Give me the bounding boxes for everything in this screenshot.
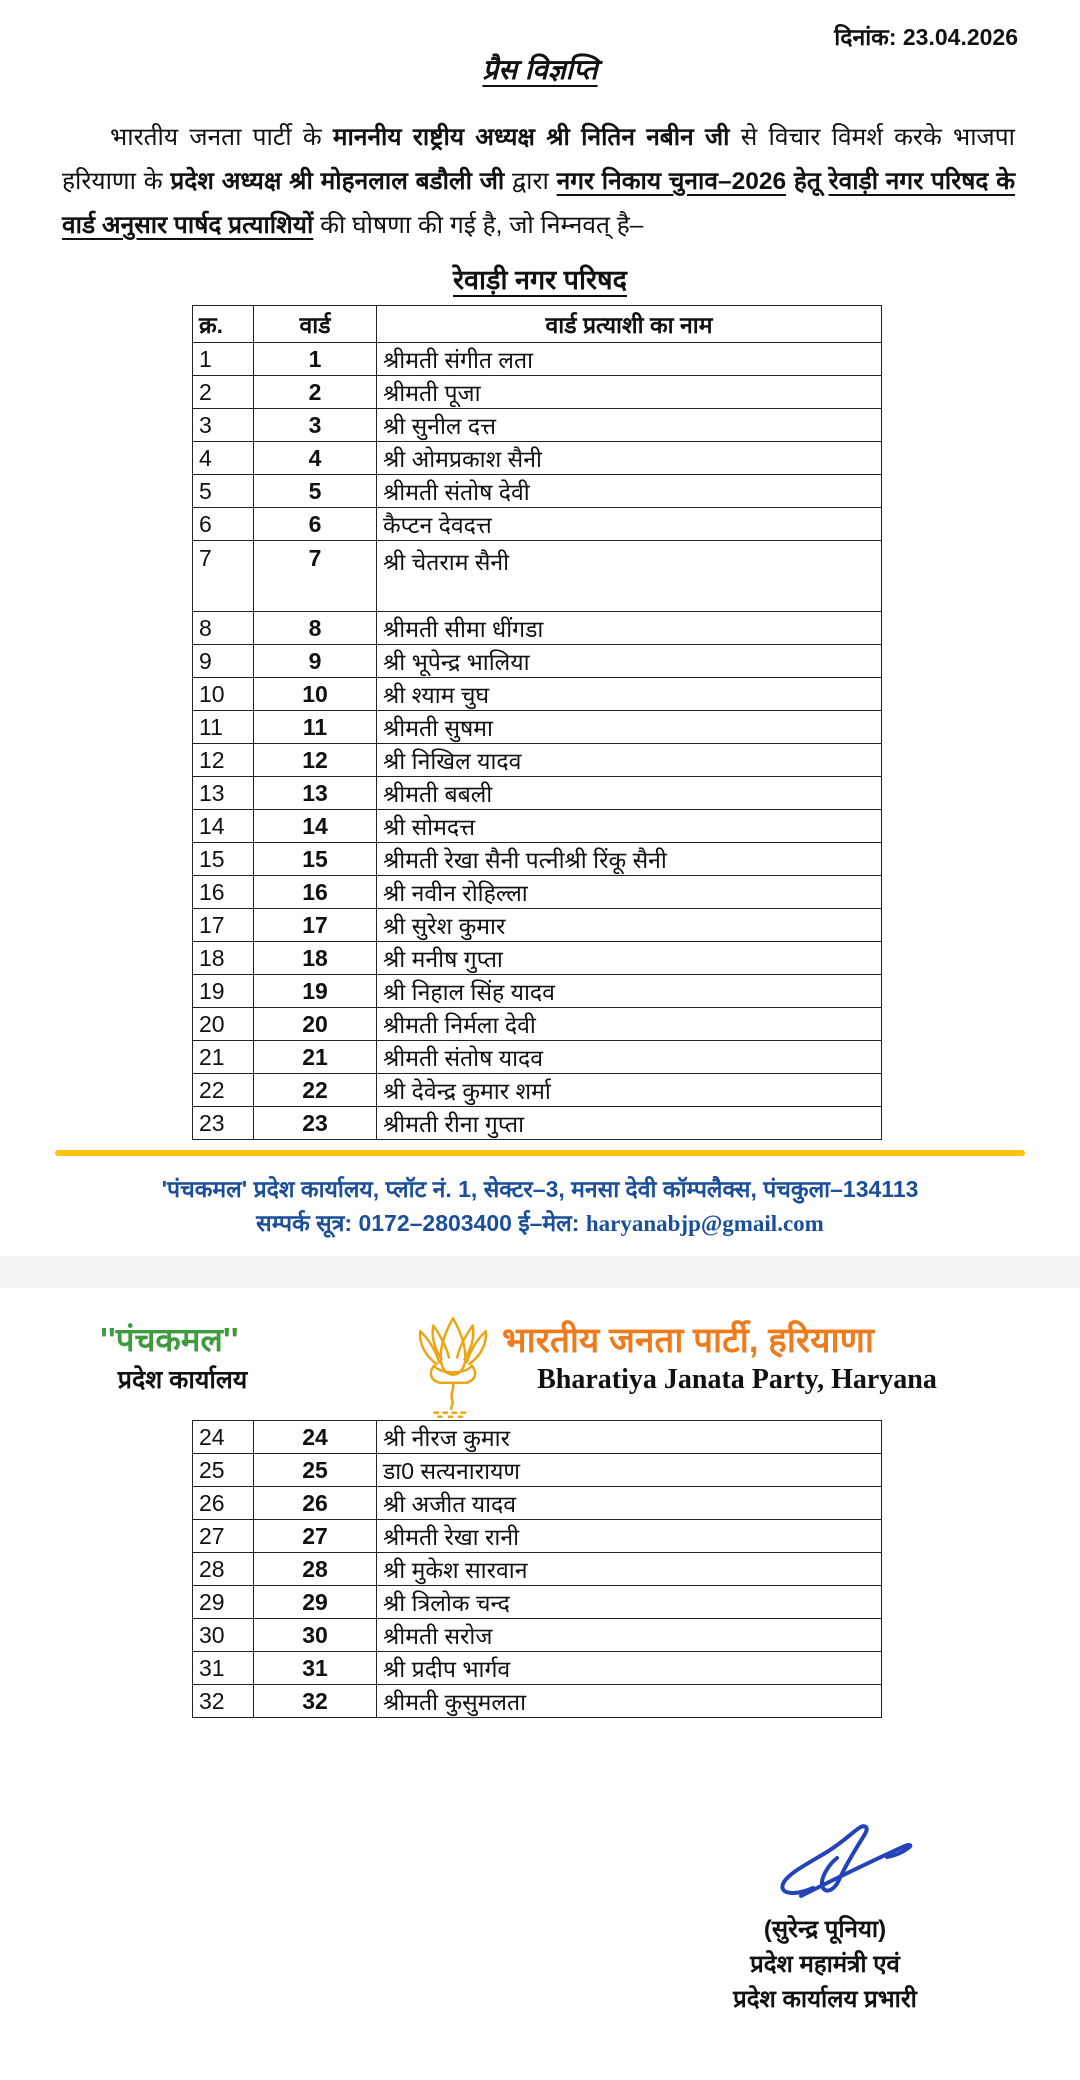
- ward-cell: 3: [254, 409, 377, 442]
- serial-cell: 30: [193, 1619, 254, 1652]
- table-row: [193, 475, 882, 508]
- serial-cell: 4: [193, 442, 254, 475]
- candidate-name-cell: श्री अजीत यादव: [377, 1487, 882, 1520]
- ward-cell: 31: [254, 1652, 377, 1685]
- state-office-label: प्रदेश कार्यालय: [117, 1366, 248, 1394]
- table-row: [193, 1553, 882, 1586]
- candidate-name-cell: श्रीमती रेखा सैनी पत्नीश्री रिंकू सैनी: [377, 843, 882, 876]
- table-row: [193, 942, 882, 975]
- serial-cell: 12: [193, 744, 254, 777]
- para-seg-bold: माननीय राष्ट्रीय अध्यक्ष श्री नितिन नबीन जी: [332, 124, 730, 151]
- ward-candidates-table-page2: [192, 1420, 882, 1718]
- header-ward: वार्ड: [254, 306, 377, 343]
- signatory-block: [690, 1912, 960, 2017]
- candidate-name-cell: श्री श्याम चुघ: [377, 678, 882, 711]
- candidate-name-cell: श्रीमती सरोज: [377, 1619, 882, 1652]
- ward-cell: 5: [254, 475, 377, 508]
- serial-cell: 18: [193, 942, 254, 975]
- serial-cell: 26: [193, 1487, 254, 1520]
- candidate-name-cell: श्री नीरज कुमार: [377, 1421, 882, 1454]
- serial-cell: 24: [193, 1421, 254, 1454]
- serial-cell: 28: [193, 1553, 254, 1586]
- candidate-name-cell: कैप्टन देवदत्त: [377, 508, 882, 541]
- ward-cell: 13: [254, 777, 377, 810]
- serial-cell: 9: [193, 645, 254, 678]
- table-row: [193, 1421, 882, 1454]
- para-seg: से विचार विमर्श करके भाजपा हरियाणा के: [62, 124, 1015, 195]
- ward-cell: 19: [254, 975, 377, 1008]
- table-row: [193, 975, 882, 1008]
- contact-prefix: सम्पर्क सूत्र: 0172–2803400 ई–मेल:: [256, 1210, 586, 1236]
- party-name-hindi: भारतीय जनता पार्टी, हरियाणा: [502, 1321, 874, 1360]
- contact-line: [0, 1206, 1080, 1238]
- serial-cell: 32: [193, 1685, 254, 1718]
- table-row: [193, 1454, 882, 1487]
- candidate-name-cell: श्री मनीष गुप्ता: [377, 942, 882, 975]
- candidate-name-cell: श्रीमती रेखा रानी: [377, 1520, 882, 1553]
- ward-cell: 17: [254, 909, 377, 942]
- ward-cell: 7: [254, 541, 377, 612]
- candidate-name-cell: श्री मुकेश सारवान: [377, 1553, 882, 1586]
- table-row: [193, 777, 882, 810]
- candidate-name-cell: श्री सुनील दत्त: [377, 409, 882, 442]
- serial-cell: 1: [193, 343, 254, 376]
- page-title: [0, 50, 1080, 88]
- ward-candidates-table-page1: [192, 305, 882, 1140]
- table-row: [193, 1619, 882, 1652]
- bjp-lotus-logo-icon: [412, 1310, 494, 1423]
- candidate-name-cell: श्रीमती सीमा धींगडा: [377, 612, 882, 645]
- table-row: [193, 1586, 882, 1619]
- candidate-name-cell: श्रीमती रीना गुप्ता: [377, 1107, 882, 1140]
- candidate-name-cell: श्रीमती संगीत लता: [377, 343, 882, 376]
- para-seg-bold-underline: रेवाड़ी नगर परिषद के वार्ड अनुसार पार्षद प्रत्याशियों: [62, 168, 1016, 239]
- table-row: [193, 376, 882, 409]
- para-seg-bold: हेतू: [786, 168, 829, 195]
- table-row: [193, 909, 882, 942]
- table-title-text: रेवाड़ी नगर परिषद: [452, 265, 628, 295]
- ward-cell: 14: [254, 810, 377, 843]
- candidate-name-cell: श्रीमती पूजा: [377, 376, 882, 409]
- ward-cell: 15: [254, 843, 377, 876]
- header-candidate-name: वार्ड प्रत्याशी का नाम: [377, 306, 882, 343]
- ward-cell: 32: [254, 1685, 377, 1718]
- table-row: [193, 810, 882, 843]
- table-row: [193, 442, 882, 475]
- serial-cell: 15: [193, 843, 254, 876]
- table-row: [193, 1487, 882, 1520]
- candidate-name-cell: श्री सुरेश कुमार: [377, 909, 882, 942]
- serial-cell: 27: [193, 1520, 254, 1553]
- ward-cell: 9: [254, 645, 377, 678]
- signatory-designation-1: प्रदेश महामंत्री एवं: [750, 1951, 900, 1978]
- table-row: [193, 1652, 882, 1685]
- para-seg-bold-underline: नगर निकाय चुनाव–2026: [556, 168, 787, 195]
- table-row: [193, 645, 882, 678]
- serial-cell: 19: [193, 975, 254, 1008]
- ward-cell: 25: [254, 1454, 377, 1487]
- table-row: [193, 1107, 882, 1140]
- candidate-name-cell: श्रीमती बबली: [377, 777, 882, 810]
- table-row: [193, 1520, 882, 1553]
- signatory-name: (सुरेन्द्र पूनिया): [763, 1916, 887, 1943]
- serial-cell: 23: [193, 1107, 254, 1140]
- table-row: [193, 1041, 882, 1074]
- table-row: [193, 612, 882, 645]
- ward-cell: 22: [254, 1074, 377, 1107]
- candidate-name-cell: श्री चेतराम सैनी: [377, 541, 882, 612]
- candidate-name-cell: डा0 सत्यनारायण: [377, 1454, 882, 1487]
- para-seg: भारतीय जनता पार्टी के: [110, 124, 333, 151]
- candidate-name-cell: श्री त्रिलोक चन्द: [377, 1586, 882, 1619]
- para-seg: द्वारा: [504, 168, 557, 195]
- ward-cell: 2: [254, 376, 377, 409]
- page-title-text: प्रैस विज्ञप्ति: [482, 54, 598, 85]
- serial-cell: 6: [193, 508, 254, 541]
- serial-cell: 7: [193, 541, 254, 612]
- ward-cell: 1: [254, 343, 377, 376]
- serial-cell: 20: [193, 1008, 254, 1041]
- table-row: [193, 678, 882, 711]
- ward-cell: 8: [254, 612, 377, 645]
- ward-cell: 4: [254, 442, 377, 475]
- header-serial: क्र.: [193, 306, 254, 343]
- para-seg-bold: प्रदेश अध्यक्ष श्री मोहनलाल बडौली जी: [170, 168, 505, 195]
- serial-cell: 11: [193, 711, 254, 744]
- serial-cell: 31: [193, 1652, 254, 1685]
- table-row: [193, 409, 882, 442]
- candidate-name-cell: श्री निहाल सिंह यादव: [377, 975, 882, 1008]
- serial-cell: 16: [193, 876, 254, 909]
- footer-separator-line: [55, 1150, 1025, 1156]
- ward-cell: 6: [254, 508, 377, 541]
- ward-cell: 29: [254, 1586, 377, 1619]
- table-row: [193, 1685, 882, 1718]
- ward-cell: 18: [254, 942, 377, 975]
- ward-cell: 23: [254, 1107, 377, 1140]
- signature-scribble: [755, 1818, 920, 1918]
- email-text: haryanabjp@gmail.com: [585, 1211, 824, 1236]
- candidate-name-cell: श्री देवेन्द्र कुमार शर्मा: [377, 1074, 882, 1107]
- office-address-line: 'पंचकमल' प्रदेश कार्यालय, प्लॉट नं. 1, सेक्टर–3, मनसा देवी कॉम्पलैक्स, पंचकुला–134113: [161, 1176, 919, 1202]
- table-row: [193, 343, 882, 376]
- serial-cell: 14: [193, 810, 254, 843]
- table-header-row: [193, 306, 882, 343]
- serial-cell: 29: [193, 1586, 254, 1619]
- candidate-name-cell: श्री प्रदीप भार्गव: [377, 1652, 882, 1685]
- ward-cell: 11: [254, 711, 377, 744]
- table-row: [193, 744, 882, 777]
- ward-cell: 28: [254, 1553, 377, 1586]
- candidate-name-cell: श्रीमती कुसुमलता: [377, 1685, 882, 1718]
- table-row: [193, 711, 882, 744]
- candidate-name-cell: श्री ओमप्रकाश सैनी: [377, 442, 882, 475]
- candidate-name-cell: श्री निखिल यादव: [377, 744, 882, 777]
- table-row: [193, 541, 882, 612]
- serial-cell: 8: [193, 612, 254, 645]
- ward-cell: 20: [254, 1008, 377, 1041]
- intro-paragraph: [62, 116, 1015, 248]
- ward-cell: 21: [254, 1041, 377, 1074]
- table-row: [193, 1074, 882, 1107]
- ward-cell: 16: [254, 876, 377, 909]
- ward-cell: 10: [254, 678, 377, 711]
- panchkamal-label: ''पंचकमल'': [100, 1321, 239, 1358]
- serial-cell: 2: [193, 376, 254, 409]
- ward-cell: 30: [254, 1619, 377, 1652]
- ward-cell: 24: [254, 1421, 377, 1454]
- candidate-name-cell: श्रीमती निर्मला देवी: [377, 1008, 882, 1041]
- candidate-name-cell: श्रीमती सुषमा: [377, 711, 882, 744]
- ward-cell: 27: [254, 1520, 377, 1553]
- candidate-name-cell: श्री सोमदत्त: [377, 810, 882, 843]
- ward-cell: 26: [254, 1487, 377, 1520]
- signatory-designation-2: प्रदेश कार्यालय प्रभारी: [733, 1986, 917, 2013]
- document-date: दिनांक: 23.04.2026: [834, 24, 1018, 50]
- serial-cell: 25: [193, 1454, 254, 1487]
- page-break-band: [0, 1256, 1080, 1288]
- table-row: [193, 508, 882, 541]
- candidate-name-cell: श्रीमती संतोष देवी: [377, 475, 882, 508]
- serial-cell: 17: [193, 909, 254, 942]
- candidate-name-cell: श्री नवीन रोहिल्ला: [377, 876, 882, 909]
- table-row: [193, 1008, 882, 1041]
- serial-cell: 3: [193, 409, 254, 442]
- party-name-english: Bharatiya Janata Party, Haryana: [537, 1364, 937, 1395]
- serial-cell: 5: [193, 475, 254, 508]
- table-row: [193, 843, 882, 876]
- table-title: [0, 260, 1080, 297]
- serial-cell: 22: [193, 1074, 254, 1107]
- serial-cell: 10: [193, 678, 254, 711]
- serial-cell: 21: [193, 1041, 254, 1074]
- para-seg: की घोषणा की गई है, जो निम्नवत् है–: [313, 212, 644, 239]
- ward-cell: 12: [254, 744, 377, 777]
- candidate-name-cell: श्रीमती संतोष यादव: [377, 1041, 882, 1074]
- table-row: [193, 876, 882, 909]
- candidate-name-cell: श्री भूपेन्द्र भालिया: [377, 645, 882, 678]
- serial-cell: 13: [193, 777, 254, 810]
